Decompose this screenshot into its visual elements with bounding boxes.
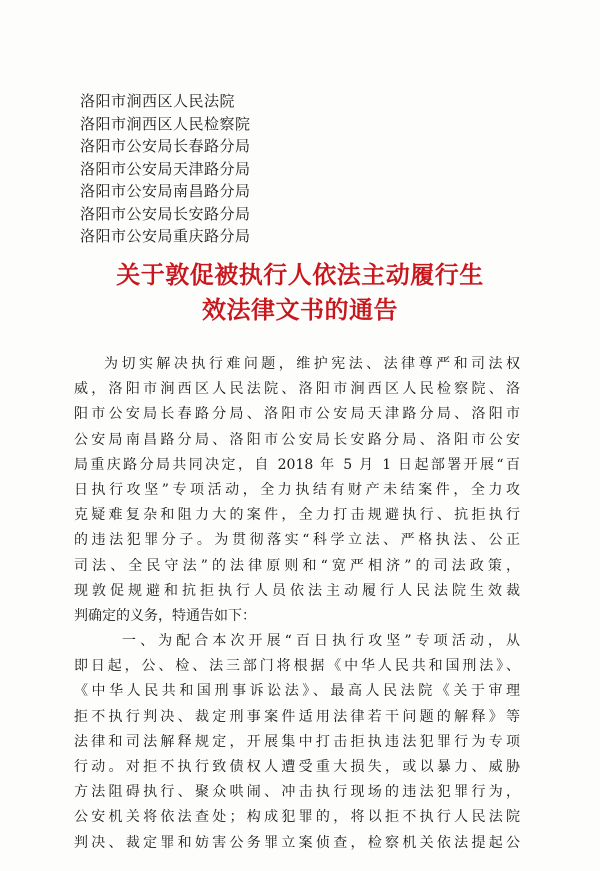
body-line: 司法、全民守法”的法律原则和“宽严相济”的司法政策， <box>74 557 520 574</box>
body-line: 一、为配合本次开展“百日执行攻坚”专项活动，从 <box>122 633 520 650</box>
title-line-2: 效法律文书的通告 <box>202 296 398 324</box>
body-line: 克疑难复杂和阻力大的案件，全力打击规避执行、抗拒执行 <box>74 507 520 524</box>
body-line: 公安机关将依法查处；构成犯罪的，将以拒不执行人民法院 <box>74 809 520 826</box>
title-line-1: 关于敦促被执行人依法主动履行生 <box>116 261 484 289</box>
body-line: 日执行攻坚”专项活动，全力执结有财产未结案件，全力攻 <box>74 481 520 498</box>
body-line: 现敦促规避和抗拒执行人员依法主动履行人民法院生效裁 <box>74 582 520 599</box>
recipient-item: 洛阳市公安局长安路分局 <box>80 204 251 223</box>
body-line: 为切实解决执行难问题，维护宪法、法律尊严和司法权 <box>104 356 520 372</box>
recipient-item: 洛阳市公安局南昌路分局 <box>80 182 251 200</box>
body-line: 即日起，公、检、法三部门将根据《中华人民共和国刑法》、 <box>74 658 520 675</box>
recipient-item: 洛阳市涧西区人民检察院 <box>80 114 251 133</box>
recipient-item: 洛阳市公安局长春路分局 <box>80 137 251 155</box>
document-title <box>0 258 600 328</box>
recipient-item: 洛阳市公安局天津路分局 <box>80 159 251 178</box>
body-line: 判确定的义务，特通告如下： <box>74 607 256 624</box>
recipient-item: 洛阳市涧西区人民法院 <box>80 92 236 110</box>
body-line: 《中华人民共和国刑事诉讼法》、最高人民法院《关于审理 <box>74 683 520 700</box>
body-line: 公安局南昌路分局、洛阳市公安局长安路分局、洛阳市公安 <box>74 431 520 448</box>
recipient-list <box>80 90 251 248</box>
body-line: 法律和司法解释规定，开展集中打击拒执违法犯罪行为专项 <box>74 733 520 750</box>
body-line: 方法阻碍执行、聚众哄闹、冲击执行现场的违法犯罪行为， <box>74 784 520 801</box>
body-line: 阳市公安局长春路分局、洛阳市公安局天津路分局、洛阳市 <box>74 406 520 423</box>
document-body <box>74 352 520 856</box>
body-line: 威，洛阳市涧西区人民法院、洛阳市涧西区人民检察院、洛 <box>74 381 520 398</box>
body-line: 的违法犯罪分子。为贯彻落实“科学立法、严格执法、公正 <box>74 532 520 549</box>
body-line: 拒不执行判决、裁定刑事案件适用法律若干问题的解释》等 <box>74 708 520 725</box>
body-line: 判决、裁定罪和妨害公务罪立案侦查，检察机关依法提起公 <box>74 834 520 851</box>
body-line: 局重庆路分局共同决定，自 2018 年 5 月 1 日起部署开展“百 <box>74 456 520 473</box>
body-line: 行动。对拒不执行致债权人遭受重大损失，或以暴力、威胁 <box>74 759 520 775</box>
recipient-item: 洛阳市公安局重庆路分局 <box>80 227 251 245</box>
